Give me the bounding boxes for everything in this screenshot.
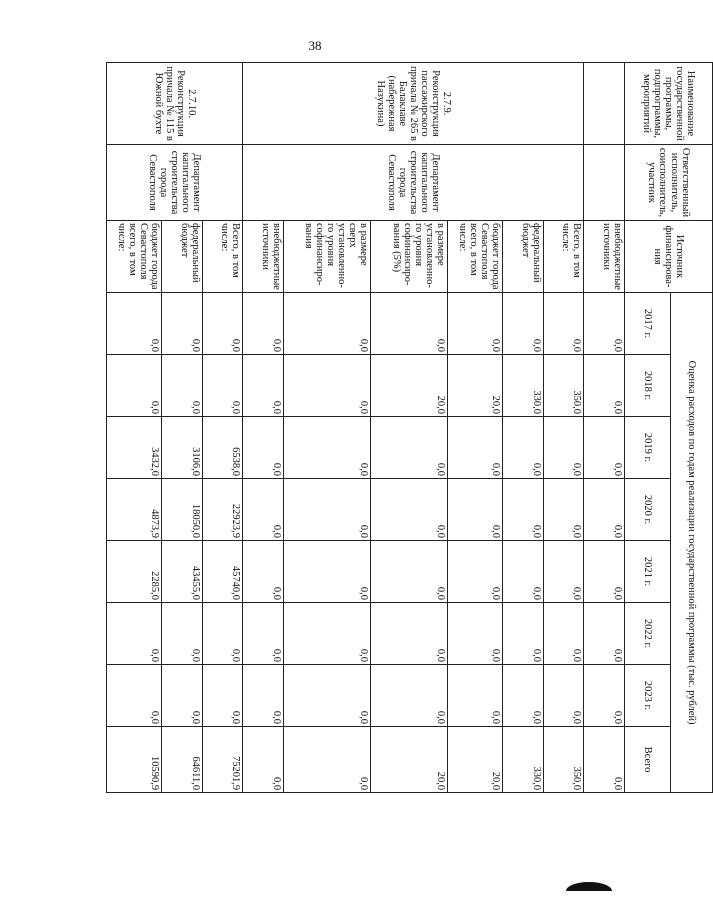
table-rotated-container	[106, 62, 713, 792]
total-cell: 330,0	[503, 727, 544, 793]
value-cell: 0,0	[448, 541, 503, 603]
value-cell: 3432,0	[107, 417, 162, 479]
header-source: Источник финансирова-ния	[625, 221, 713, 293]
name-cell-empty	[584, 63, 625, 145]
header-year: 2022 г.	[625, 603, 671, 665]
value-cell: 0,0	[283, 479, 370, 541]
total-cell: 10590,9	[107, 727, 162, 793]
source-cell: внебюджетные источники	[584, 221, 625, 293]
activity-name: 2.7.9. Реконструкция пассажирского причала № 265 в Балаклаве (набережная Назукина)	[243, 63, 584, 145]
header-total: Всего	[625, 727, 671, 793]
value-cell: 43455,0	[162, 541, 203, 603]
table-row	[584, 63, 625, 793]
value-cell: 45740,0	[202, 541, 243, 603]
value-cell: 18050,0	[162, 479, 203, 541]
table-row	[202, 63, 243, 793]
value-cell: 0,0	[162, 665, 203, 727]
value-cell: 2285,0	[107, 541, 162, 603]
value-cell: 350,0	[544, 355, 585, 417]
value-cell: 0,0	[283, 355, 370, 417]
source-cell: федеральный бюджет	[503, 221, 544, 293]
executor-name: Департамент капитального строительства города Севастополя	[107, 145, 243, 221]
value-cell: 0,0	[162, 355, 203, 417]
value-cell: 0,0	[371, 541, 448, 603]
value-cell: 0,0	[584, 603, 625, 665]
value-cell: 0,0	[283, 541, 370, 603]
budget-table	[106, 62, 713, 793]
value-cell: 3106,0	[162, 417, 203, 479]
source-cell: в размере сверх установленно-го уровня софинансиро-вания	[283, 221, 370, 293]
value-cell: 20,0	[448, 355, 503, 417]
value-cell: 0,0	[584, 355, 625, 417]
value-cell: 0,0	[544, 479, 585, 541]
value-cell: 0,0	[544, 665, 585, 727]
header-name: Наименование государственной программы, подпрограммы, мероприятий	[625, 63, 713, 145]
value-cell: 20,0	[371, 355, 448, 417]
source-cell: Всего, в том числе:	[544, 221, 585, 293]
value-cell: 0,0	[371, 665, 448, 727]
value-cell: 0,0	[243, 479, 284, 541]
value-cell: 0,0	[371, 603, 448, 665]
value-cell: 0,0	[371, 479, 448, 541]
value-cell: 0,0	[503, 665, 544, 727]
value-cell: 0,0	[202, 665, 243, 727]
table-row	[544, 63, 585, 793]
value-cell: 0,0	[503, 541, 544, 603]
value-cell: 0,0	[202, 293, 243, 355]
value-cell: 0,0	[371, 417, 448, 479]
value-cell: 0,0	[107, 603, 162, 665]
executor-name: Департамент капитального строительства города Севастополя	[243, 145, 584, 221]
value-cell: 0,0	[202, 603, 243, 665]
value-cell: 0,0	[503, 479, 544, 541]
header-year: 2023 г.	[625, 665, 671, 727]
value-cell: 0,0	[283, 417, 370, 479]
value-cell: 0,0	[448, 293, 503, 355]
value-cell: 0,0	[243, 293, 284, 355]
value-cell: 0,0	[243, 603, 284, 665]
header-estimate: Оценка расходов по годам реализации государственной программы (тыс. рублей)	[671, 293, 713, 793]
value-cell: 0,0	[243, 355, 284, 417]
value-cell: 0,0	[544, 293, 585, 355]
value-cell: 0,0	[584, 665, 625, 727]
header-year: 2021 г.	[625, 541, 671, 603]
value-cell: 0,0	[544, 417, 585, 479]
source-cell: федеральный бюджет	[162, 221, 203, 293]
header-year: 2018 г.	[625, 355, 671, 417]
value-cell: 0,0	[584, 479, 625, 541]
value-cell: 0,0	[243, 541, 284, 603]
total-cell: 20,0	[371, 727, 448, 793]
value-cell: 0,0	[243, 665, 284, 727]
value-cell: 0,0	[283, 603, 370, 665]
header-year: 2019 г.	[625, 417, 671, 479]
value-cell: 0,0	[503, 293, 544, 355]
value-cell: 6538,0	[202, 417, 243, 479]
activity-name: 2.7.10. Реконструкция причала № 115 в Южной бухте	[107, 63, 243, 145]
value-cell: 0,0	[371, 293, 448, 355]
value-cell: 0,0	[162, 293, 203, 355]
value-cell: 0,0	[202, 355, 243, 417]
value-cell: 0,0	[448, 603, 503, 665]
value-cell: 0,0	[544, 603, 585, 665]
header-executor: Ответственный исполнитель, соисполнитель, участник	[625, 145, 713, 221]
total-cell: 20,0	[448, 727, 503, 793]
total-cell: 64611,0	[162, 727, 203, 793]
value-cell: 0,0	[584, 293, 625, 355]
value-cell: 0,0	[584, 541, 625, 603]
value-cell: 0,0	[107, 355, 162, 417]
total-cell: 350,0	[544, 727, 585, 793]
value-cell: 0,0	[107, 665, 162, 727]
value-cell: 4873,9	[107, 479, 162, 541]
source-cell: бюджет города Севастополя всего, в том числе:	[107, 221, 162, 293]
source-cell: в размере установленно-го уровня софинансиро-вания (5%)	[371, 221, 448, 293]
source-cell: бюджет города Севастополя всего, в том числе:	[448, 221, 503, 293]
total-cell: 0,0	[584, 727, 625, 793]
page-number: 38	[308, 38, 322, 53]
value-cell: 0,0	[162, 603, 203, 665]
value-cell: 0,0	[448, 479, 503, 541]
total-cell: 0,0	[243, 727, 284, 793]
value-cell: 0,0	[283, 293, 370, 355]
value-cell: 0,0	[107, 293, 162, 355]
value-cell: 0,0	[243, 417, 284, 479]
value-cell: 0,0	[584, 417, 625, 479]
header-year: 2017 г.	[625, 293, 671, 355]
value-cell: 0,0	[544, 541, 585, 603]
value-cell: 0,0	[448, 417, 503, 479]
value-cell: 0,0	[283, 665, 370, 727]
executor-cell-empty	[584, 145, 625, 221]
value-cell: 0,0	[503, 603, 544, 665]
value-cell: 0,0	[503, 417, 544, 479]
header-year: 2020 г.	[625, 479, 671, 541]
value-cell: 330,0	[503, 355, 544, 417]
total-cell: 75201,9	[202, 727, 243, 793]
value-cell: 22923,9	[202, 479, 243, 541]
source-cell: Всего, в том числе:	[202, 221, 243, 293]
value-cell: 0,0	[448, 665, 503, 727]
source-cell: внебюджетные источники	[243, 221, 284, 293]
total-cell: 0,0	[283, 727, 370, 793]
corner-mark	[566, 882, 612, 891]
